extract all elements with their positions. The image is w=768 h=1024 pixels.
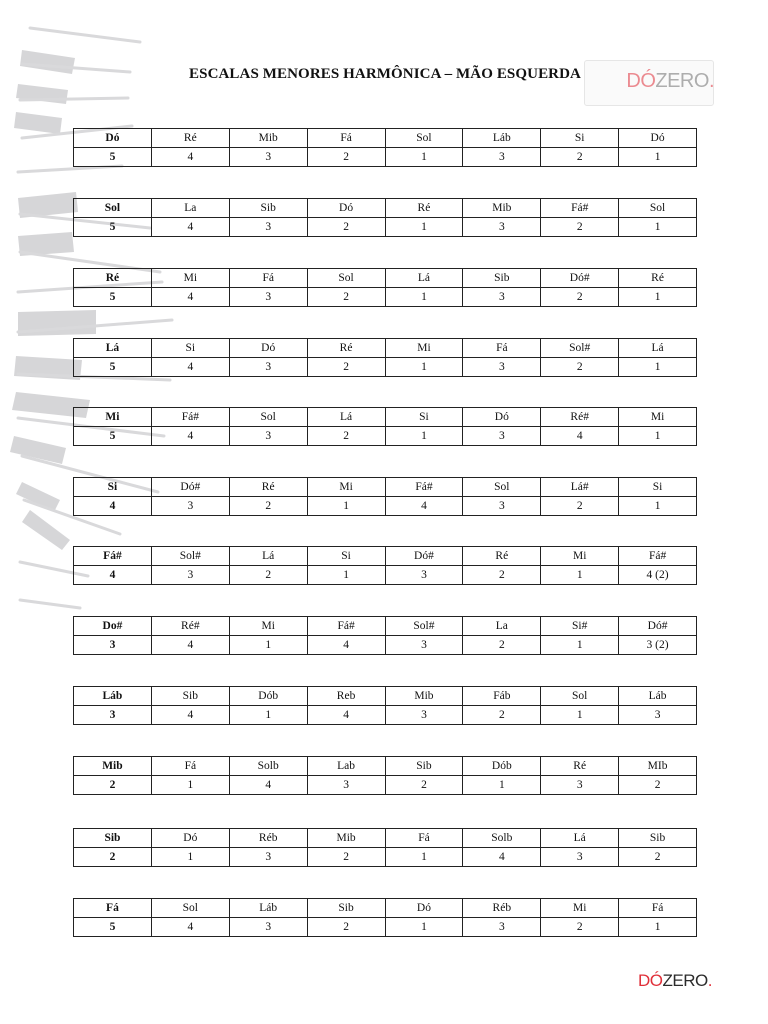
finger-cell: 4: [151, 918, 229, 937]
note-cell: Sol: [307, 269, 385, 288]
page-title: ESCALAS MENORES HARMÔNICA – MÃO ESQUERDA: [189, 66, 581, 82]
note-cell: Fá: [619, 899, 697, 918]
note-cell: Dób: [463, 757, 541, 776]
note-row: [74, 757, 697, 776]
finger-cell: 1: [619, 148, 697, 167]
note-cell: Réb: [229, 829, 307, 848]
note-cell: Si: [151, 339, 229, 358]
finger-cell: 3: [385, 636, 463, 655]
finger-cell: 2: [541, 148, 619, 167]
finger-row: [74, 497, 697, 516]
finger-cell: 4 (2): [619, 566, 697, 585]
note-cell: Dó: [463, 408, 541, 427]
finger-row: [74, 918, 697, 937]
finger-cell: 3: [463, 148, 541, 167]
finger-cell: 1: [385, 218, 463, 237]
note-cell: Mi: [385, 339, 463, 358]
finger-cell: 3: [229, 918, 307, 937]
scale-table: [73, 686, 697, 725]
scale-table: [73, 616, 697, 655]
note-row: [74, 547, 697, 566]
note-cell: Mi: [307, 478, 385, 497]
note-cell: Fá: [229, 269, 307, 288]
finger-cell: 2: [74, 776, 152, 795]
note-cell: Mi: [229, 617, 307, 636]
finger-cell: 3: [151, 497, 229, 516]
scale-table: [73, 128, 697, 167]
note-cell: Mi: [541, 899, 619, 918]
scale-table: [73, 546, 697, 585]
note-cell: La: [463, 617, 541, 636]
note-cell: Lá: [541, 829, 619, 848]
finger-cell: 1: [307, 566, 385, 585]
note-cell: Mi: [541, 547, 619, 566]
note-cell: Fá#: [74, 547, 152, 566]
note-cell: Fá: [385, 829, 463, 848]
finger-cell: 1: [463, 776, 541, 795]
note-cell: MIb: [619, 757, 697, 776]
finger-cell: 1: [307, 497, 385, 516]
scale-table: [73, 828, 697, 867]
finger-cell: 1: [385, 358, 463, 377]
finger-cell: 3: [74, 706, 152, 725]
note-cell: Ré: [229, 478, 307, 497]
note-cell: Solb: [463, 829, 541, 848]
finger-cell: 4: [151, 358, 229, 377]
note-cell: Dó: [74, 129, 152, 148]
finger-cell: 3: [385, 706, 463, 725]
finger-cell: 3: [229, 358, 307, 377]
note-row: [74, 899, 697, 918]
note-cell: Si: [307, 547, 385, 566]
note-row: [74, 687, 697, 706]
note-cell: Sol: [619, 199, 697, 218]
logo-zero: ZERO: [655, 70, 709, 92]
finger-cell: 3: [463, 427, 541, 446]
note-cell: Sol: [385, 129, 463, 148]
finger-cell: 3: [229, 148, 307, 167]
note-cell: Fá: [463, 339, 541, 358]
note-cell: Lá: [74, 339, 152, 358]
note-cell: Fá#: [619, 547, 697, 566]
finger-cell: 4: [541, 427, 619, 446]
finger-cell: 1: [385, 288, 463, 307]
note-cell: Fá#: [307, 617, 385, 636]
finger-cell: 5: [74, 918, 152, 937]
note-cell: Sib: [307, 899, 385, 918]
finger-cell: 2: [541, 358, 619, 377]
finger-cell: 1: [385, 148, 463, 167]
note-cell: Réb: [463, 899, 541, 918]
finger-cell: 1: [385, 848, 463, 867]
note-cell: Fá#: [151, 408, 229, 427]
note-cell: Sib: [463, 269, 541, 288]
note-cell: Fá: [74, 899, 152, 918]
note-row: [74, 129, 697, 148]
note-cell: Fá#: [385, 478, 463, 497]
finger-cell: 2: [463, 566, 541, 585]
note-cell: Fáb: [463, 687, 541, 706]
finger-cell: 4: [74, 566, 152, 585]
note-cell: Sib: [151, 687, 229, 706]
finger-cell: 1: [541, 636, 619, 655]
finger-cell: 5: [74, 358, 152, 377]
finger-cell: 3: [463, 918, 541, 937]
note-cell: Ré: [385, 199, 463, 218]
finger-cell: 4: [151, 427, 229, 446]
note-cell: Láb: [74, 687, 152, 706]
finger-cell: 3: [463, 218, 541, 237]
note-cell: Láb: [229, 899, 307, 918]
note-row: [74, 269, 697, 288]
note-cell: Sol: [74, 199, 152, 218]
note-row: [74, 339, 697, 358]
finger-cell: 2: [541, 218, 619, 237]
finger-cell: 1: [151, 848, 229, 867]
finger-cell: 1: [229, 706, 307, 725]
note-row: [74, 199, 697, 218]
finger-cell: 3: [463, 288, 541, 307]
finger-cell: 3: [541, 776, 619, 795]
note-cell: Reb: [307, 687, 385, 706]
finger-cell: 1: [619, 218, 697, 237]
scale-table: [73, 477, 697, 516]
finger-cell: 2: [307, 848, 385, 867]
note-cell: Sol: [463, 478, 541, 497]
piano-keys-decoration: [0, 0, 200, 640]
scale-table: [73, 756, 697, 795]
finger-cell: 5: [74, 288, 152, 307]
note-cell: Ré: [541, 757, 619, 776]
note-cell: Dó: [307, 199, 385, 218]
note-cell: Lá#: [541, 478, 619, 497]
note-cell: Ré#: [541, 408, 619, 427]
note-cell: Láb: [463, 129, 541, 148]
finger-cell: 4: [151, 148, 229, 167]
note-cell: Dó#: [151, 478, 229, 497]
note-cell: Ré: [74, 269, 152, 288]
finger-cell: 2: [541, 288, 619, 307]
note-cell: Fá: [151, 757, 229, 776]
note-cell: Lá: [619, 339, 697, 358]
finger-cell: 4: [385, 497, 463, 516]
note-cell: Lá: [385, 269, 463, 288]
note-cell: Dó: [151, 829, 229, 848]
note-cell: Si: [619, 478, 697, 497]
logo-zero: ZERO: [662, 971, 708, 990]
finger-cell: 1: [541, 706, 619, 725]
note-cell: Mib: [307, 829, 385, 848]
finger-cell: 5: [74, 427, 152, 446]
finger-row: [74, 566, 697, 585]
note-cell: Ré: [619, 269, 697, 288]
note-cell: Dó: [385, 899, 463, 918]
finger-cell: 2: [229, 497, 307, 516]
finger-cell: 3 (2): [619, 636, 697, 655]
logo-do: DÓ: [626, 70, 656, 92]
note-cell: Ré: [151, 129, 229, 148]
scale-table: [73, 338, 697, 377]
note-cell: Dó: [619, 129, 697, 148]
finger-cell: 3: [619, 706, 697, 725]
note-cell: Ré: [463, 547, 541, 566]
note-cell: Dó#: [619, 617, 697, 636]
note-cell: Mi: [151, 269, 229, 288]
note-cell: Lab: [307, 757, 385, 776]
finger-cell: 2: [619, 848, 697, 867]
finger-cell: 3: [463, 358, 541, 377]
note-cell: Fá: [307, 129, 385, 148]
note-cell: Láb: [619, 687, 697, 706]
finger-cell: 2: [463, 636, 541, 655]
note-cell: Sol: [541, 687, 619, 706]
note-cell: Lá: [229, 547, 307, 566]
note-cell: Mi: [74, 408, 152, 427]
finger-cell: 2: [307, 427, 385, 446]
finger-cell: 3: [74, 636, 152, 655]
note-cell: Sib: [385, 757, 463, 776]
finger-cell: 2: [229, 566, 307, 585]
finger-cell: 4: [151, 288, 229, 307]
finger-cell: 2: [463, 706, 541, 725]
note-cell: Mib: [385, 687, 463, 706]
note-row: [74, 617, 697, 636]
finger-cell: 3: [229, 288, 307, 307]
finger-row: [74, 706, 697, 725]
finger-cell: 1: [619, 497, 697, 516]
finger-cell: 1: [385, 918, 463, 937]
logo-do: DÓ: [638, 971, 663, 990]
finger-row: [74, 636, 697, 655]
finger-cell: 2: [541, 918, 619, 937]
note-cell: Dób: [229, 687, 307, 706]
finger-cell: 2: [385, 776, 463, 795]
note-cell: Dó: [229, 339, 307, 358]
note-cell: Mib: [74, 757, 152, 776]
finger-cell: 2: [307, 918, 385, 937]
note-row: [74, 478, 697, 497]
note-cell: Sol#: [385, 617, 463, 636]
finger-cell: 4: [307, 706, 385, 725]
note-cell: Ré#: [151, 617, 229, 636]
finger-cell: 2: [307, 358, 385, 377]
finger-row: [74, 218, 697, 237]
finger-row: [74, 848, 697, 867]
note-cell: Sib: [229, 199, 307, 218]
finger-cell: 4: [229, 776, 307, 795]
finger-cell: 4: [151, 706, 229, 725]
finger-cell: 3: [463, 497, 541, 516]
note-cell: Mi: [619, 408, 697, 427]
note-cell: Sol#: [541, 339, 619, 358]
finger-cell: 1: [619, 918, 697, 937]
note-cell: Sol#: [151, 547, 229, 566]
finger-row: [74, 288, 697, 307]
finger-cell: 2: [307, 148, 385, 167]
finger-cell: 4: [151, 218, 229, 237]
scale-table: [73, 268, 697, 307]
finger-row: [74, 358, 697, 377]
note-cell: Si: [541, 129, 619, 148]
finger-cell: 5: [74, 218, 152, 237]
note-cell: Sol: [151, 899, 229, 918]
note-cell: Sib: [74, 829, 152, 848]
note-row: [74, 829, 697, 848]
scale-table: [73, 898, 697, 937]
finger-cell: 1: [541, 566, 619, 585]
note-cell: Dó#: [385, 547, 463, 566]
note-cell: Si#: [541, 617, 619, 636]
finger-cell: 3: [385, 566, 463, 585]
note-cell: Sib: [619, 829, 697, 848]
finger-cell: 1: [619, 358, 697, 377]
finger-row: [74, 776, 697, 795]
finger-cell: 2: [74, 848, 152, 867]
note-cell: Dó#: [541, 269, 619, 288]
brand-logo-bottom: [638, 971, 712, 991]
finger-row: [74, 148, 697, 167]
finger-cell: 3: [229, 848, 307, 867]
note-cell: Fá#: [541, 199, 619, 218]
finger-cell: 2: [307, 218, 385, 237]
finger-cell: 2: [307, 288, 385, 307]
finger-row: [74, 427, 697, 446]
note-cell: La: [151, 199, 229, 218]
finger-cell: 4: [463, 848, 541, 867]
finger-cell: 2: [619, 776, 697, 795]
note-cell: Mib: [229, 129, 307, 148]
finger-cell: 5: [74, 148, 152, 167]
finger-cell: 1: [619, 427, 697, 446]
finger-cell: 1: [229, 636, 307, 655]
scale-table: [73, 198, 697, 237]
brand-logo-top: [626, 70, 714, 93]
finger-cell: 2: [541, 497, 619, 516]
logo-dot: .: [707, 971, 712, 990]
scale-table: [73, 407, 697, 446]
note-cell: Solb: [229, 757, 307, 776]
finger-cell: 3: [151, 566, 229, 585]
finger-cell: 3: [541, 848, 619, 867]
finger-cell: 1: [385, 427, 463, 446]
finger-cell: 3: [229, 218, 307, 237]
note-cell: Mib: [463, 199, 541, 218]
finger-cell: 3: [307, 776, 385, 795]
note-row: [74, 408, 697, 427]
finger-cell: 1: [619, 288, 697, 307]
note-cell: Lá: [307, 408, 385, 427]
note-cell: Si: [74, 478, 152, 497]
note-cell: Do#: [74, 617, 152, 636]
note-cell: Si: [385, 408, 463, 427]
finger-cell: 4: [151, 636, 229, 655]
finger-cell: 1: [151, 776, 229, 795]
finger-cell: 4: [307, 636, 385, 655]
logo-dot: .: [708, 70, 714, 92]
note-cell: Ré: [307, 339, 385, 358]
note-cell: Sol: [229, 408, 307, 427]
finger-cell: 3: [229, 427, 307, 446]
finger-cell: 4: [74, 497, 152, 516]
